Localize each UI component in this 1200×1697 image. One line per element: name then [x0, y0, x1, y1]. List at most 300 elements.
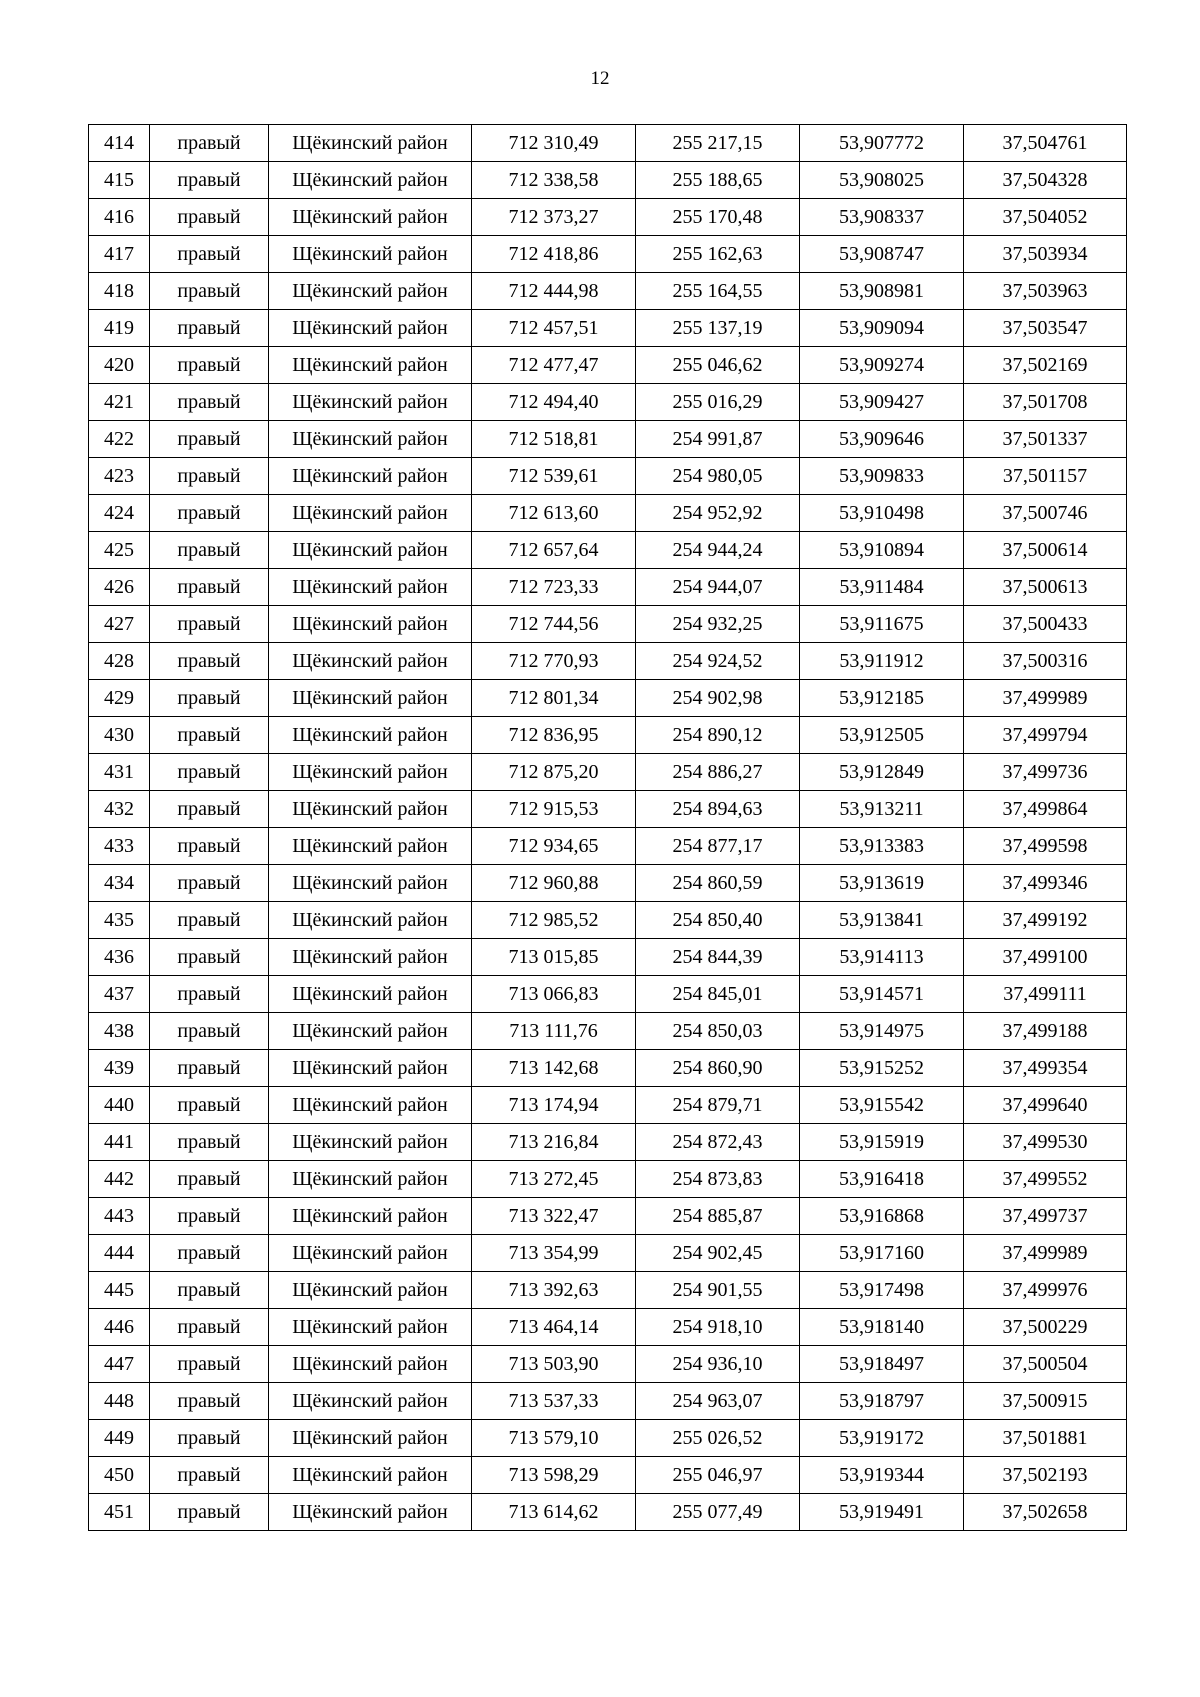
district-cell: Щёкинский район [269, 273, 472, 310]
district-cell: Щёкинский район [269, 347, 472, 384]
table-row [89, 902, 1127, 939]
latitude-cell: 53,914113 [800, 939, 964, 976]
point-number-cell: 416 [89, 199, 150, 236]
bank-side-cell: правый [150, 273, 269, 310]
table-row [89, 1087, 1127, 1124]
x-coordinate-cell: 712 310,49 [472, 125, 636, 162]
longitude-cell: 37,499354 [964, 1050, 1127, 1087]
point-number-cell: 421 [89, 384, 150, 421]
table-row [89, 1161, 1127, 1198]
bank-side-cell: правый [150, 495, 269, 532]
district-cell: Щёкинский район [269, 1124, 472, 1161]
x-coordinate-cell: 713 464,14 [472, 1309, 636, 1346]
district-cell: Щёкинский район [269, 1087, 472, 1124]
point-number-cell: 443 [89, 1198, 150, 1235]
latitude-cell: 53,912849 [800, 754, 964, 791]
x-coordinate-cell: 712 373,27 [472, 199, 636, 236]
y-coordinate-cell: 254 991,87 [636, 421, 800, 458]
longitude-cell: 37,500614 [964, 532, 1127, 569]
longitude-cell: 37,499188 [964, 1013, 1127, 1050]
y-coordinate-cell: 254 963,07 [636, 1383, 800, 1420]
district-cell: Щёкинский район [269, 680, 472, 717]
point-number-cell: 447 [89, 1346, 150, 1383]
bank-side-cell: правый [150, 532, 269, 569]
district-cell: Щёкинский район [269, 1235, 472, 1272]
y-coordinate-cell: 254 890,12 [636, 717, 800, 754]
latitude-cell: 53,913383 [800, 828, 964, 865]
point-number-cell: 435 [89, 902, 150, 939]
table-row [89, 1050, 1127, 1087]
bank-side-cell: правый [150, 162, 269, 199]
longitude-cell: 37,501157 [964, 458, 1127, 495]
longitude-cell: 37,503547 [964, 310, 1127, 347]
y-coordinate-cell: 254 952,92 [636, 495, 800, 532]
longitude-cell: 37,504328 [964, 162, 1127, 199]
district-cell: Щёкинский район [269, 902, 472, 939]
district-cell: Щёкинский район [269, 532, 472, 569]
point-number-cell: 442 [89, 1161, 150, 1198]
longitude-cell: 37,499736 [964, 754, 1127, 791]
table-row [89, 236, 1127, 273]
bank-side-cell: правый [150, 939, 269, 976]
bank-side-cell: правый [150, 125, 269, 162]
y-coordinate-cell: 254 901,55 [636, 1272, 800, 1309]
district-cell: Щёкинский район [269, 1383, 472, 1420]
district-cell: Щёкинский район [269, 976, 472, 1013]
district-cell: Щёкинский район [269, 495, 472, 532]
y-coordinate-cell: 255 046,62 [636, 347, 800, 384]
longitude-cell: 37,500915 [964, 1383, 1127, 1420]
point-number-cell: 446 [89, 1309, 150, 1346]
y-coordinate-cell: 255 016,29 [636, 384, 800, 421]
latitude-cell: 53,915252 [800, 1050, 964, 1087]
longitude-cell: 37,500504 [964, 1346, 1127, 1383]
latitude-cell: 53,909833 [800, 458, 964, 495]
x-coordinate-cell: 712 518,81 [472, 421, 636, 458]
district-cell: Щёкинский район [269, 1494, 472, 1531]
y-coordinate-cell: 254 877,17 [636, 828, 800, 865]
longitude-cell: 37,504052 [964, 199, 1127, 236]
longitude-cell: 37,499530 [964, 1124, 1127, 1161]
latitude-cell: 53,908981 [800, 273, 964, 310]
longitude-cell: 37,500229 [964, 1309, 1127, 1346]
point-number-cell: 425 [89, 532, 150, 569]
point-number-cell: 429 [89, 680, 150, 717]
x-coordinate-cell: 712 457,51 [472, 310, 636, 347]
y-coordinate-cell: 254 944,24 [636, 532, 800, 569]
district-cell: Щёкинский район [269, 643, 472, 680]
bank-side-cell: правый [150, 791, 269, 828]
table-row [89, 1235, 1127, 1272]
district-cell: Щёкинский район [269, 569, 472, 606]
table-row [89, 1013, 1127, 1050]
longitude-cell: 37,502658 [964, 1494, 1127, 1531]
district-cell: Щёкинский район [269, 1161, 472, 1198]
bank-side-cell: правый [150, 754, 269, 791]
x-coordinate-cell: 713 272,45 [472, 1161, 636, 1198]
district-cell: Щёкинский район [269, 828, 472, 865]
point-number-cell: 418 [89, 273, 150, 310]
longitude-cell: 37,500746 [964, 495, 1127, 532]
y-coordinate-cell: 254 845,01 [636, 976, 800, 1013]
district-cell: Щёкинский район [269, 717, 472, 754]
latitude-cell: 53,908337 [800, 199, 964, 236]
bank-side-cell: правый [150, 680, 269, 717]
table-row [89, 384, 1127, 421]
district-cell: Щёкинский район [269, 1050, 472, 1087]
bank-side-cell: правый [150, 1346, 269, 1383]
x-coordinate-cell: 713 537,33 [472, 1383, 636, 1420]
table-row [89, 162, 1127, 199]
latitude-cell: 53,913619 [800, 865, 964, 902]
table-row [89, 458, 1127, 495]
point-number-cell: 449 [89, 1420, 150, 1457]
district-cell: Щёкинский район [269, 754, 472, 791]
latitude-cell: 53,917160 [800, 1235, 964, 1272]
x-coordinate-cell: 713 354,99 [472, 1235, 636, 1272]
table-row [89, 643, 1127, 680]
district-cell: Щёкинский район [269, 1013, 472, 1050]
y-coordinate-cell: 255 170,48 [636, 199, 800, 236]
y-coordinate-cell: 254 894,63 [636, 791, 800, 828]
point-number-cell: 445 [89, 1272, 150, 1309]
latitude-cell: 53,908025 [800, 162, 964, 199]
y-coordinate-cell: 255 137,19 [636, 310, 800, 347]
coordinates-table [88, 124, 1127, 1531]
latitude-cell: 53,917498 [800, 1272, 964, 1309]
longitude-cell: 37,499864 [964, 791, 1127, 828]
latitude-cell: 53,909094 [800, 310, 964, 347]
x-coordinate-cell: 713 614,62 [472, 1494, 636, 1531]
point-number-cell: 450 [89, 1457, 150, 1494]
y-coordinate-cell: 255 217,15 [636, 125, 800, 162]
table-row [89, 1198, 1127, 1235]
district-cell: Щёкинский район [269, 1272, 472, 1309]
district-cell: Щёкинский район [269, 421, 472, 458]
x-coordinate-cell: 713 392,63 [472, 1272, 636, 1309]
bank-side-cell: правый [150, 643, 269, 680]
bank-side-cell: правый [150, 1309, 269, 1346]
y-coordinate-cell: 255 162,63 [636, 236, 800, 273]
latitude-cell: 53,915919 [800, 1124, 964, 1161]
longitude-cell: 37,500433 [964, 606, 1127, 643]
longitude-cell: 37,499989 [964, 680, 1127, 717]
longitude-cell: 37,501881 [964, 1420, 1127, 1457]
x-coordinate-cell: 712 915,53 [472, 791, 636, 828]
point-number-cell: 422 [89, 421, 150, 458]
table-row [89, 532, 1127, 569]
latitude-cell: 53,918140 [800, 1309, 964, 1346]
longitude-cell: 37,499794 [964, 717, 1127, 754]
latitude-cell: 53,913211 [800, 791, 964, 828]
longitude-cell: 37,499346 [964, 865, 1127, 902]
x-coordinate-cell: 712 418,86 [472, 236, 636, 273]
latitude-cell: 53,918797 [800, 1383, 964, 1420]
table-row [89, 865, 1127, 902]
bank-side-cell: правый [150, 347, 269, 384]
point-number-cell: 423 [89, 458, 150, 495]
y-coordinate-cell: 254 879,71 [636, 1087, 800, 1124]
table-row [89, 569, 1127, 606]
longitude-cell: 37,499989 [964, 1235, 1127, 1272]
x-coordinate-cell: 712 494,40 [472, 384, 636, 421]
longitude-cell: 37,499100 [964, 939, 1127, 976]
table-row [89, 680, 1127, 717]
district-cell: Щёкинский район [269, 865, 472, 902]
table-row [89, 791, 1127, 828]
x-coordinate-cell: 713 598,29 [472, 1457, 636, 1494]
y-coordinate-cell: 254 918,10 [636, 1309, 800, 1346]
y-coordinate-cell: 255 046,97 [636, 1457, 800, 1494]
table-row [89, 199, 1127, 236]
table-body [89, 125, 1127, 1531]
y-coordinate-cell: 254 860,90 [636, 1050, 800, 1087]
longitude-cell: 37,499640 [964, 1087, 1127, 1124]
x-coordinate-cell: 713 174,94 [472, 1087, 636, 1124]
longitude-cell: 37,502169 [964, 347, 1127, 384]
latitude-cell: 53,915542 [800, 1087, 964, 1124]
bank-side-cell: правый [150, 236, 269, 273]
x-coordinate-cell: 712 801,34 [472, 680, 636, 717]
latitude-cell: 53,907772 [800, 125, 964, 162]
x-coordinate-cell: 713 503,90 [472, 1346, 636, 1383]
longitude-cell: 37,499192 [964, 902, 1127, 939]
point-number-cell: 444 [89, 1235, 150, 1272]
point-number-cell: 432 [89, 791, 150, 828]
table-row [89, 273, 1127, 310]
x-coordinate-cell: 713 579,10 [472, 1420, 636, 1457]
table-row [89, 1494, 1127, 1531]
table-row [89, 1346, 1127, 1383]
longitude-cell: 37,504761 [964, 125, 1127, 162]
district-cell: Щёкинский район [269, 125, 472, 162]
longitude-cell: 37,500613 [964, 569, 1127, 606]
longitude-cell: 37,502193 [964, 1457, 1127, 1494]
x-coordinate-cell: 713 216,84 [472, 1124, 636, 1161]
district-cell: Щёкинский район [269, 162, 472, 199]
latitude-cell: 53,916418 [800, 1161, 964, 1198]
x-coordinate-cell: 713 015,85 [472, 939, 636, 976]
latitude-cell: 53,909646 [800, 421, 964, 458]
latitude-cell: 53,908747 [800, 236, 964, 273]
district-cell: Щёкинский район [269, 384, 472, 421]
bank-side-cell: правый [150, 902, 269, 939]
bank-side-cell: правый [150, 569, 269, 606]
table-row [89, 828, 1127, 865]
district-cell: Щёкинский район [269, 1198, 472, 1235]
y-coordinate-cell: 255 077,49 [636, 1494, 800, 1531]
longitude-cell: 37,501708 [964, 384, 1127, 421]
district-cell: Щёкинский район [269, 939, 472, 976]
y-coordinate-cell: 255 188,65 [636, 162, 800, 199]
y-coordinate-cell: 254 902,45 [636, 1235, 800, 1272]
latitude-cell: 53,918497 [800, 1346, 964, 1383]
x-coordinate-cell: 712 657,64 [472, 532, 636, 569]
table-row [89, 1420, 1127, 1457]
x-coordinate-cell: 712 770,93 [472, 643, 636, 680]
latitude-cell: 53,919172 [800, 1420, 964, 1457]
longitude-cell: 37,500316 [964, 643, 1127, 680]
point-number-cell: 436 [89, 939, 150, 976]
y-coordinate-cell: 254 924,52 [636, 643, 800, 680]
latitude-cell: 53,910894 [800, 532, 964, 569]
y-coordinate-cell: 254 980,05 [636, 458, 800, 495]
bank-side-cell: правый [150, 1161, 269, 1198]
table-row [89, 125, 1127, 162]
district-cell: Щёкинский район [269, 458, 472, 495]
x-coordinate-cell: 712 744,56 [472, 606, 636, 643]
table-row [89, 717, 1127, 754]
point-number-cell: 430 [89, 717, 150, 754]
point-number-cell: 431 [89, 754, 150, 791]
bank-side-cell: правый [150, 717, 269, 754]
bank-side-cell: правый [150, 310, 269, 347]
district-cell: Щёкинский район [269, 310, 472, 347]
bank-side-cell: правый [150, 1272, 269, 1309]
latitude-cell: 53,913841 [800, 902, 964, 939]
district-cell: Щёкинский район [269, 199, 472, 236]
bank-side-cell: правый [150, 1050, 269, 1087]
x-coordinate-cell: 712 613,60 [472, 495, 636, 532]
y-coordinate-cell: 254 944,07 [636, 569, 800, 606]
latitude-cell: 53,919491 [800, 1494, 964, 1531]
point-number-cell: 427 [89, 606, 150, 643]
district-cell: Щёкинский район [269, 1346, 472, 1383]
latitude-cell: 53,910498 [800, 495, 964, 532]
point-number-cell: 448 [89, 1383, 150, 1420]
y-coordinate-cell: 254 932,25 [636, 606, 800, 643]
latitude-cell: 53,919344 [800, 1457, 964, 1494]
latitude-cell: 53,914571 [800, 976, 964, 1013]
bank-side-cell: правый [150, 1457, 269, 1494]
point-number-cell: 441 [89, 1124, 150, 1161]
x-coordinate-cell: 712 477,47 [472, 347, 636, 384]
bank-side-cell: правый [150, 828, 269, 865]
table-row [89, 1457, 1127, 1494]
latitude-cell: 53,914975 [800, 1013, 964, 1050]
latitude-cell: 53,911675 [800, 606, 964, 643]
y-coordinate-cell: 255 026,52 [636, 1420, 800, 1457]
y-coordinate-cell: 254 885,87 [636, 1198, 800, 1235]
bank-side-cell: правый [150, 1124, 269, 1161]
point-number-cell: 437 [89, 976, 150, 1013]
longitude-cell: 37,503963 [964, 273, 1127, 310]
latitude-cell: 53,916868 [800, 1198, 964, 1235]
bank-side-cell: правый [150, 1198, 269, 1235]
bank-side-cell: правый [150, 1494, 269, 1531]
bank-side-cell: правый [150, 865, 269, 902]
bank-side-cell: правый [150, 606, 269, 643]
table-row [89, 754, 1127, 791]
longitude-cell: 37,503934 [964, 236, 1127, 273]
x-coordinate-cell: 713 322,47 [472, 1198, 636, 1235]
x-coordinate-cell: 712 444,98 [472, 273, 636, 310]
point-number-cell: 439 [89, 1050, 150, 1087]
y-coordinate-cell: 254 850,03 [636, 1013, 800, 1050]
latitude-cell: 53,911912 [800, 643, 964, 680]
bank-side-cell: правый [150, 384, 269, 421]
x-coordinate-cell: 713 111,76 [472, 1013, 636, 1050]
y-coordinate-cell: 255 164,55 [636, 273, 800, 310]
table-row [89, 1124, 1127, 1161]
district-cell: Щёкинский район [269, 1420, 472, 1457]
table-row [89, 976, 1127, 1013]
x-coordinate-cell: 712 338,58 [472, 162, 636, 199]
bank-side-cell: правый [150, 1235, 269, 1272]
point-number-cell: 428 [89, 643, 150, 680]
longitude-cell: 37,499976 [964, 1272, 1127, 1309]
latitude-cell: 53,912505 [800, 717, 964, 754]
point-number-cell: 424 [89, 495, 150, 532]
bank-side-cell: правый [150, 976, 269, 1013]
longitude-cell: 37,501337 [964, 421, 1127, 458]
table-row [89, 1272, 1127, 1309]
x-coordinate-cell: 713 066,83 [472, 976, 636, 1013]
bank-side-cell: правый [150, 458, 269, 495]
y-coordinate-cell: 254 872,43 [636, 1124, 800, 1161]
x-coordinate-cell: 712 539,61 [472, 458, 636, 495]
y-coordinate-cell: 254 936,10 [636, 1346, 800, 1383]
longitude-cell: 37,499111 [964, 976, 1127, 1013]
bank-side-cell: правый [150, 1087, 269, 1124]
x-coordinate-cell: 712 960,88 [472, 865, 636, 902]
bank-side-cell: правый [150, 1420, 269, 1457]
y-coordinate-cell: 254 850,40 [636, 902, 800, 939]
table-row [89, 421, 1127, 458]
latitude-cell: 53,909274 [800, 347, 964, 384]
table-row [89, 606, 1127, 643]
table-row [89, 939, 1127, 976]
table-row [89, 495, 1127, 532]
bank-side-cell: правый [150, 199, 269, 236]
point-number-cell: 415 [89, 162, 150, 199]
latitude-cell: 53,912185 [800, 680, 964, 717]
bank-side-cell: правый [150, 1013, 269, 1050]
point-number-cell: 440 [89, 1087, 150, 1124]
point-number-cell: 438 [89, 1013, 150, 1050]
point-number-cell: 426 [89, 569, 150, 606]
x-coordinate-cell: 712 723,33 [472, 569, 636, 606]
x-coordinate-cell: 712 836,95 [472, 717, 636, 754]
table-row [89, 1309, 1127, 1346]
table-row [89, 310, 1127, 347]
longitude-cell: 37,499737 [964, 1198, 1127, 1235]
point-number-cell: 420 [89, 347, 150, 384]
district-cell: Щёкинский район [269, 606, 472, 643]
point-number-cell: 433 [89, 828, 150, 865]
y-coordinate-cell: 254 844,39 [636, 939, 800, 976]
bank-side-cell: правый [150, 1383, 269, 1420]
point-number-cell: 417 [89, 236, 150, 273]
x-coordinate-cell: 712 875,20 [472, 754, 636, 791]
x-coordinate-cell: 712 934,65 [472, 828, 636, 865]
y-coordinate-cell: 254 902,98 [636, 680, 800, 717]
x-coordinate-cell: 713 142,68 [472, 1050, 636, 1087]
latitude-cell: 53,909427 [800, 384, 964, 421]
point-number-cell: 451 [89, 1494, 150, 1531]
table-row [89, 1383, 1127, 1420]
district-cell: Щёкинский район [269, 1309, 472, 1346]
longitude-cell: 37,499598 [964, 828, 1127, 865]
longitude-cell: 37,499552 [964, 1161, 1127, 1198]
district-cell: Щёкинский район [269, 236, 472, 273]
x-coordinate-cell: 712 985,52 [472, 902, 636, 939]
point-number-cell: 419 [89, 310, 150, 347]
y-coordinate-cell: 254 886,27 [636, 754, 800, 791]
table-row [89, 347, 1127, 384]
district-cell: Щёкинский район [269, 1457, 472, 1494]
bank-side-cell: правый [150, 421, 269, 458]
